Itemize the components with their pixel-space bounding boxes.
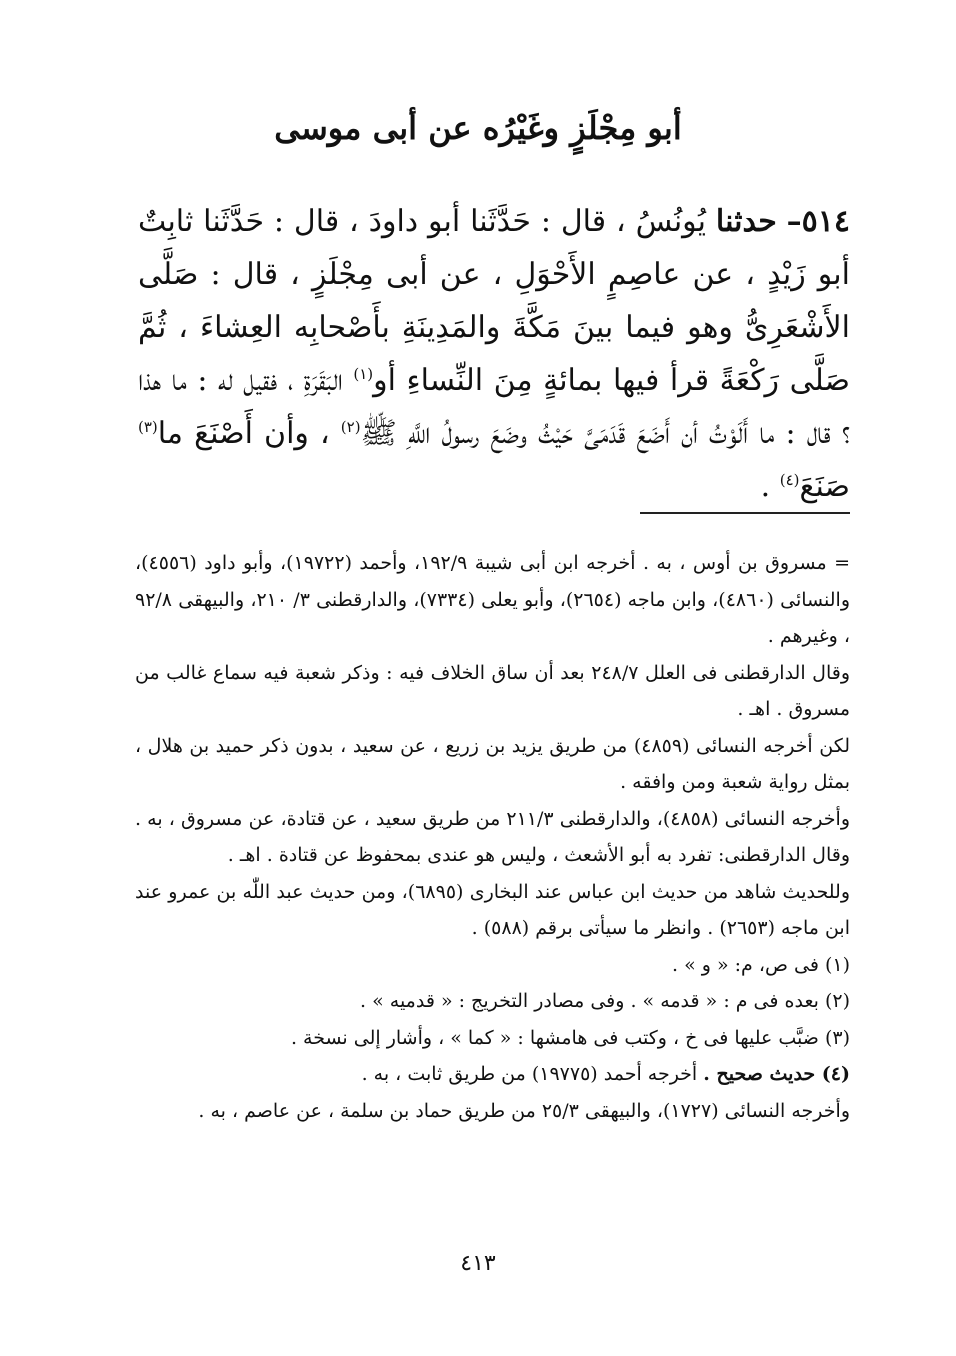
page-number: ٤١٣ [460, 1251, 496, 1276]
hadith-part-2: البَقَرَةِ ، فقيل له : ما هذا ؟ قال : ما أَلَوْتُ أن أَضَعَ قَدَمَىَّ حَيْثُ وضَعَ رسولُ اللَّهِ ﷺ [138, 363, 850, 451]
footnote-3: (٣) ضبَّب عليها فى خ ، وكتب فى هامشها : « كما » ، وأشار إلى نسخة . [290, 1026, 850, 1049]
footnote-ref-2: (٢) [340, 418, 361, 436]
footnote-4-continuation: وأخرجه النسائى (١٧٢٧)، والبيهقى ٢٥/٣ من طريق حماد بن سلمة ، عن عاصم ، به . [198, 1099, 850, 1122]
footnote-4-grade: (٤) حديث صحيح . [703, 1063, 850, 1085]
footnote-4-text: أخرجه أحمد (١٩٧٧٥) من طريق ثابت ، به . [361, 1063, 698, 1085]
footnote-4 [135, 1056, 850, 1093]
footnote-separator [640, 512, 850, 514]
footnotes [135, 545, 850, 1129]
hadith-part-4: صَنَعَ [799, 469, 850, 504]
note-nasai-2: وأخرجه النسائى (٤٨٥٨)، والدارقطنى ٢١١/٣ من طريق سعيد ، عن قتادة، عن مسروق ، به . وقال الدارقطنى: تفرد به أبو الأشعث ، وليس هو عندى بمحفوظ عن قتادة . اهـ . [135, 807, 850, 866]
footnote-ref-1: (١) [353, 365, 374, 383]
footnote-2: (٢) بعده فى م : « قدمه » . وفى مصادر التخريج : « قدميه » . [360, 990, 850, 1012]
hadith-text [138, 195, 850, 513]
footnote-1: (١) فى ص، م: « و » . [672, 953, 850, 976]
note-nasai-1: لكن أخرجه النسائى (٤٨٥٩) من طريق يزيد بن زريع ، عن سعيد ، بدون ذكر حميد بن هلال ، بمثل رواية شعبة ومن وافقه . [135, 734, 850, 793]
hadith-lead-word: حدثنا [715, 204, 777, 239]
hadith-number: ٥١٤– [786, 204, 850, 239]
note-shahid: وللحديث شاهد من حديث ابن عباس عند البخارى (٦٨٩٥)، ومن حديث عبد اللّٰه بن عمرو عند ابن ماجه (٢٦٥٣) . وانظر ما سيأتى برقم (٥٨٨) . [135, 880, 850, 939]
hadith-part-5: . [760, 469, 771, 504]
hadith-part-3: ، وأن أَصْنَعَ ما [157, 416, 330, 451]
footnote-ref-4: (٤) [779, 471, 800, 489]
note-daraqutni: وقال الدارقطنى فى العلل ٢٤٨/٧ بعد أن ساق الخلاف فيه : وذكر شعبة فيه سماع غالب من مسروق . اهـ . [135, 661, 850, 720]
note-continuation: = مسروق بن أوس ، به . أخرجه ابن أبى شيبة ١٩٢/٩، وأحمد (١٩٧٢٢)، وأبو داود (٤٥٥٦)، والنسائى (٤٨٦٠)، وابن ماجه (٢٦٥٤)، وأبو يعلى (٧٣٣٤)، والدارقطنى ٣/ ٢١٠، والبيهقى ٩٢/٨ ، وغيرهم . [135, 552, 851, 647]
footnote-ref-3: (٣) [138, 418, 158, 436]
page-title: أبو مِجْلَزٍ وغَيْرُه عن أبى موسى [274, 109, 682, 147]
hadith-part-1: يُونُسُ ، قال : حَدَّثَنا أبو داودَ ، قال : حَدَّثَنا ثابِتٌ أبو زَيْدٍ ، عن عاصِمٍ الأَحْوَلِ ، عن أبى مِجْلَزٍ ، قال : صَلَّى الأَشْعَرِىُّ وهو فيما بينَ مَكَّةَ والمَدِينَةِ بأَصْحابِه العِشاءَ ، ثُمَّ صَلَّى رَكْعَةً قرأ فيها بمائةٍ مِنَ النِّساءِ أو [138, 204, 850, 398]
